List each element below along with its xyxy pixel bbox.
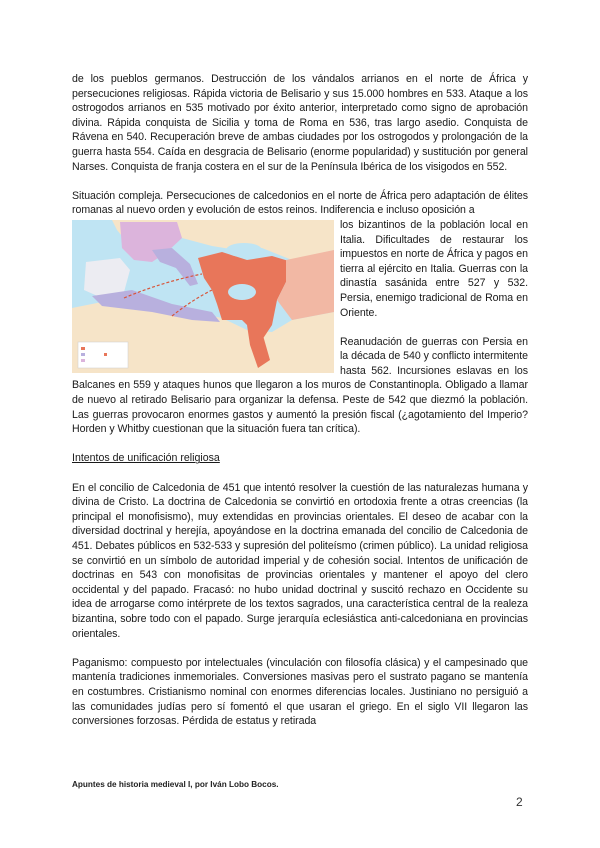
paragraph-vandals-ostrogoths: de los pueblos germanos. Destrucción de los vándalos arrianos en el norte de África y persecuciones religiosas. Rápida victoria de Belisario y sus 15.000 hombres en 533. Ataque a los ostrogodos arrianos en 535 motivado por éxito anterior, interpretado como signo de aprobación divina. Rápida conquista de Sicilia y toma de Roma en 536, tras largo asedio. Conquista de Rávena en 540. Recuperación breve de ambas ciudades por los ostrogodos y prolongación de la guerra hasta 554. Caída en desgracia de Belisario (enorme popularidad) y sustitución por general Narses. Conquista de franja costera en el sur de la Península Ibérica de los visigodos en 552.: [72, 73, 528, 173]
paragraph-persian-wars: Reanudación de guerras con Persia en la década de 540 y conflicto intermitente hasta 562. Incursiones eslavas en los Balcanes en 559 y ataques hunos que llegaron a los muros de Constantinopla. Obligado a llamar de nuevo al retirado Belisario para organizar la defensa. Peste de 542 que diezmó la población. Las guerras provocaron enormes gastos y aumentó la presión fiscal (¿agotamiento del Imperio? Horden y Whitby cuestionan que la situación fuera tan crítica).: [72, 335, 528, 436]
section-heading-religious-unification: Intentos de unificación religiosa: [72, 452, 220, 465]
document-page: [72, 72, 528, 729]
map-graphic: [72, 220, 334, 373]
byzantine-empire-map: [72, 220, 334, 373]
paragraph-complex-situation-wrap: los bizantinos de la población local en Italia. Dificultades de restaurar los impuestos en norte de África y pagos en tierra al ejército en Italia. Guerras con la dinastía sasánida entre 527 y 532. Persia, enemigo tradicional de Roma en Oriente.: [340, 218, 528, 319]
page-footer: Apuntes de historia medieval I, por Iván Lobo Bocos.: [72, 780, 279, 789]
paragraph-paganism: Paganismo: compuesto por intelectuales (vinculación con filosofía clásica) y el campesinado que mantenía tradiciones inmemoriales. Conversiones masivas pero el sustrato pagano se mantenía en costumbres. Cristianismo nominal con enormes diferencias locales. Justiniano no persiguió a las comunidades judías pero sí fomentó el que usaran el griego. En el siglo VII llegaron las conversiones forzosas. Pérdida de estatus y retirada: [72, 656, 528, 728]
page-number: 2: [516, 795, 523, 809]
paragraph-complex-situation-intro: Situación compleja. Persecuciones de calcedonios en el norte de África pero adaptación de élites romanas al nuevo orden y evolución de estos reinos. Indiferencia e incluso oposición a: [72, 189, 528, 217]
paragraph-chalcedon: En el concilio de Calcedonia de 451 que intentó resolver la cuestión de las naturalezas humana y divina de Cristo. La doctrina de Calcedonia se convirtió en ortodoxia frente a otras creencias (la principal el monofisismo), muy extendidas en provincias orientales. El deseo de acabar con la diversidad doctrinal y herejía, apoyándose en la doctrina emanada del concilio de Calcedonia de 451. Debates públicos en 532-533 y supresión del politeísmo (crimen público). La unidad religiosa se convirtió en un símbolo de autoridad imperial y de cohesión social. Intentos de unificación de doctrinas en 543 con monofisitas de provincias orientales y mantener el apoyo del clero occidental y del papado. Fracasó: no hubo unidad doctrinal y suscitó rechazo en Occidente su idea de arrogarse como intérprete de los textos sagrados, una característica central de la realeza bizantina, sobre todo con el papado. Surge jerarquía eclesiástica anti-calcedoniana en provincias orientales.: [72, 481, 528, 640]
